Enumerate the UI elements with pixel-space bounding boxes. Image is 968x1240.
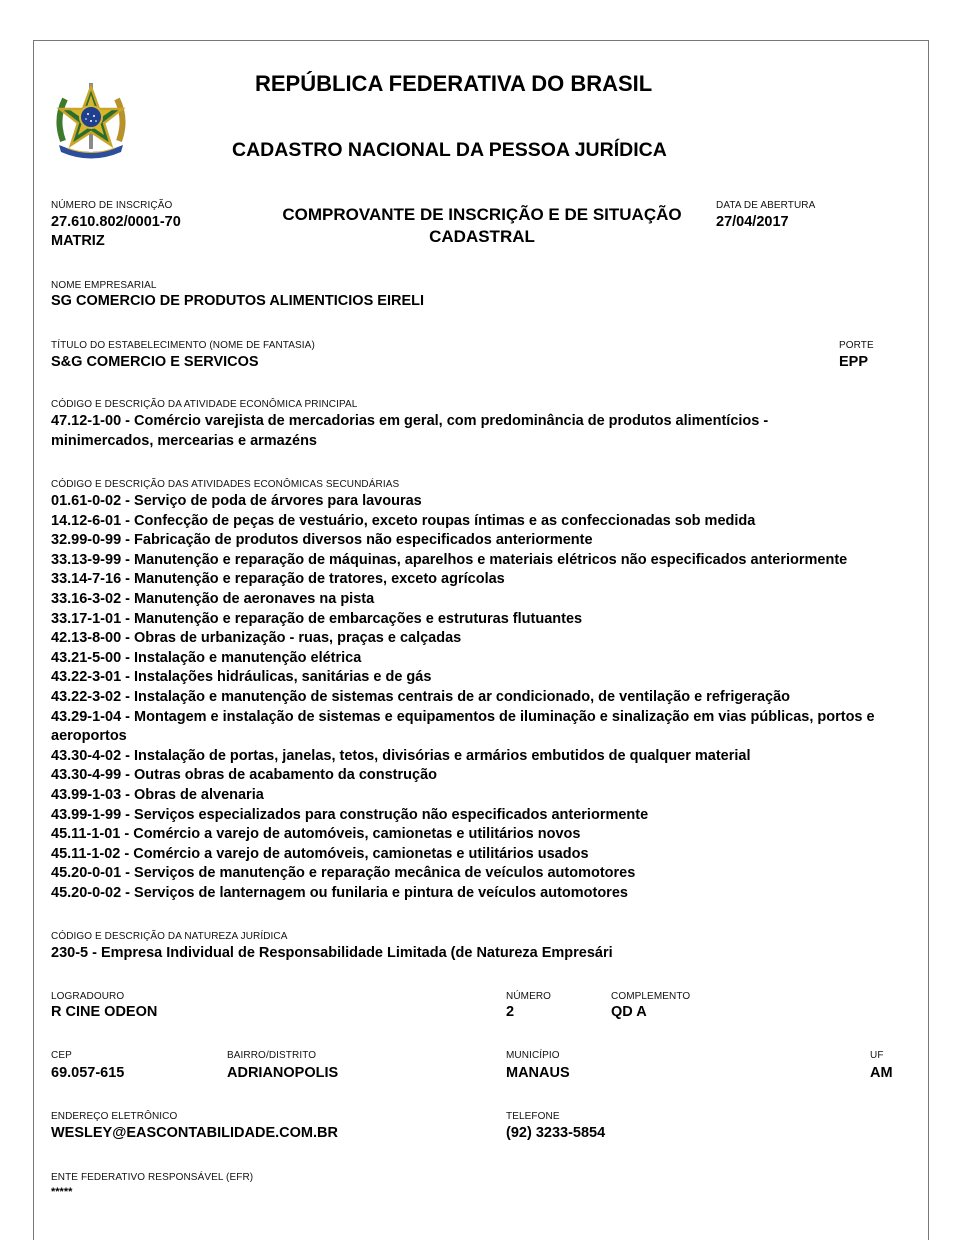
atividades-secundarias-label: CÓDIGO E DESCRIÇÃO DAS ATIVIDADES ECONÔMICAS SECUNDÁRIAS	[51, 479, 400, 490]
list-item: 43.22-3-01 - Instalações hidráulicas, sanitárias e de gás	[51, 669, 432, 686]
inscricao-type: MATRIZ	[51, 233, 105, 249]
list-item: 42.13-8-00 - Obras de urbanização - ruas, praças e calçadas	[51, 630, 462, 647]
list-item: 43.22-3-02 - Instalação e manutenção de sistemas centrais de ar condicionado, de ventilação e refrigeração	[51, 688, 790, 705]
list-item: 33.16-3-02 - Manutenção de aeronaves na pista	[51, 590, 375, 607]
abertura-date: 27/04/2017	[716, 214, 789, 230]
list-item: 43.30-4-02 - Instalação de portas, janelas, tetos, divisórias e armários embutidos de qualquer material	[51, 747, 751, 764]
email-value: WESLEY@EASCONTABILIDADE.COM.BR	[51, 1125, 338, 1141]
numero-value: 2	[506, 1004, 515, 1020]
list-item: 43.99-1-99 - Serviços especializados para construção não especificados anteriormente	[51, 806, 649, 823]
list-item: 43.29-1-04 - Montagem e instalação de sistemas e equipamentos de iluminação e sinalização em vias públicas, portos e aeroportos	[51, 708, 875, 745]
cnpj-document	[33, 40, 929, 1240]
bairro-value: ADRIANOPOLIS	[227, 1065, 339, 1081]
uf-value: AM	[870, 1065, 893, 1081]
list-item: 32.99-0-99 - Fabricação de produtos diversos não especificados anteriormente	[51, 532, 593, 549]
list-item: 33.14-7-16 - Manutenção e reparação de tratores, exceto agrícolas	[51, 571, 505, 588]
atividade-principal-label: CÓDIGO E DESCRIÇÃO DA ATIVIDADE ECONÔMICA PRINCIPAL	[51, 399, 358, 410]
municipio-value: MANAUS	[506, 1065, 570, 1081]
list-item: 45.20-0-01 - Serviços de manutenção e reparação mecânica de veículos automotores	[51, 865, 636, 882]
document-title: COMPROVANTE DE INSCRIÇÃO E DE SITUAÇÃO CADASTRAL	[282, 205, 682, 246]
list-item: 14.12-6-01 - Confecção de peças de vestuário, exceto roupas íntimas e as confeccionadas sob medida	[51, 512, 756, 529]
list-item: 45.20-0-02 - Serviços de lanternagem ou funilaria e pintura de veículos automotores	[51, 884, 628, 901]
bairro-label: BAIRRO/DISTRITO	[227, 1050, 317, 1061]
natureza-juridica-label: CÓDIGO E DESCRIÇÃO DA NATUREZA JURÍDICA	[51, 931, 288, 942]
fantasia-value: S&G COMERCIO E SERVICOS	[51, 354, 259, 370]
logradouro-label: LOGRADOURO	[51, 991, 125, 1002]
nome-empresarial-value: SG COMERCIO DE PRODUTOS ALIMENTICIOS EIRELI	[51, 293, 424, 309]
list-item: 45.11-1-02 - Comércio a varejo de automóveis, camionetas e utilitários usados	[51, 845, 589, 862]
numero-label: NÚMERO	[506, 991, 552, 1002]
telefone-value: (92) 3233-5854	[506, 1125, 606, 1141]
abertura-label: DATA DE ABERTURA	[716, 200, 816, 211]
cep-label: CEP	[51, 1050, 72, 1061]
efr-value: *****	[51, 1186, 73, 1198]
porte-value: EPP	[839, 354, 869, 370]
inscricao-label: NÚMERO DE INSCRIÇÃO	[51, 200, 173, 211]
complemento-label: COMPLEMENTO	[611, 991, 691, 1002]
municipio-label: MUNICÍPIO	[506, 1050, 560, 1061]
telefone-label: TELEFONE	[506, 1111, 560, 1122]
fantasia-label: TÍTULO DO ESTABELECIMENTO (NOME DE FANTASIA)	[51, 340, 315, 351]
list-item: 43.30-4-99 - Outras obras de acabamento da construção	[51, 767, 437, 784]
logradouro-value: R CINE ODEON	[51, 1004, 158, 1020]
efr-label: ENTE FEDERATIVO RESPONSÁVEL (EFR)	[51, 1172, 254, 1183]
registry-title: CADASTRO NACIONAL DA PESSOA JURÍDICA	[232, 139, 667, 161]
list-item: 01.61-0-02 - Serviço de poda de árvores para lavouras	[51, 493, 422, 509]
complemento-value: QD A	[611, 1004, 647, 1020]
email-label: ENDEREÇO ELETRÔNICO	[51, 1111, 178, 1122]
natureza-juridica-value: 230-5 - Empresa Individual de Responsabilidade Limitada (de Natureza Empresári	[51, 945, 613, 961]
nome-empresarial-label: NOME EMPRESARIAL	[51, 280, 157, 291]
uf-label: UF	[870, 1050, 884, 1061]
porte-label: PORTE	[839, 340, 874, 351]
atividade-principal-value: 47.12-1-00 - Comércio varejista de mercadorias em geral, com predominância de produtos alimentícios - minimercados, mercearias e armazéns	[51, 413, 769, 449]
cep-value: 69.057-615	[51, 1065, 125, 1081]
list-item: 33.17-1-01 - Manutenção e reparação de embarcações e estruturas flutuantes	[51, 610, 583, 627]
brazil-coat-of-arms-icon	[53, 79, 129, 159]
atividades-secundarias-list	[51, 492, 921, 903]
list-item: 45.11-1-01 - Comércio a varejo de automóveis, camionetas e utilitários novos	[51, 826, 581, 843]
list-item: 33.13-9-99 - Manutenção e reparação de máquinas, aparelhos e materiais elétricos não especificados anteriormente	[51, 551, 848, 568]
inscricao-number: 27.610.802/0001-70	[51, 214, 181, 230]
list-item: 43.99-1-03 - Obras de alvenaria	[51, 786, 264, 803]
list-item: 43.21-5-00 - Instalação e manutenção elétrica	[51, 649, 362, 666]
country-title: REPÚBLICA FEDERATIVA DO BRASIL	[255, 71, 653, 96]
